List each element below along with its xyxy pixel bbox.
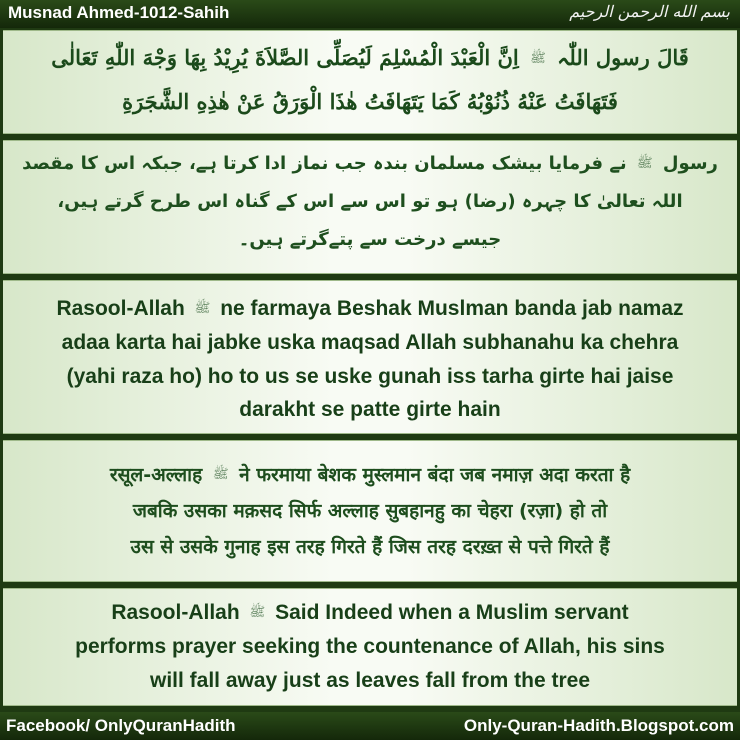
roman-phrase-intro: Rasool-Allah <box>56 297 185 320</box>
roman-line-3: (yahi raza ho) ho to us se uske gunah iss tarha girte hai jaise <box>66 365 674 388</box>
footer-bar <box>0 712 740 740</box>
urdu-text-panel <box>3 140 737 274</box>
blog-link[interactable]: Only-Quran-Hadith.Blogspot.com <box>463 716 734 735</box>
english-phrase-intro: Rasool-Allah <box>111 601 240 624</box>
urdu-line-1 <box>3 153 737 174</box>
salutation-icon: ﷺ <box>212 467 229 482</box>
facebook-link[interactable]: Facebook/ OnlyQuranHadith <box>6 716 236 735</box>
english-phrase-main: Said Indeed when a Muslim servant <box>275 601 629 624</box>
hindi-phrase-intro: रसूल-अल्लाह <box>109 464 203 486</box>
hindi-phrase-main: ने फरमाया बेशक मुस्लमान बंदा जब नमाज़ अदा करता है <box>239 464 631 486</box>
arabic-line-2: فَتَهَافَتُ عَنْهُ ذُنُوْبُهُ كَمَا يَتَهَافَتُ هٰذَا الْوَرَقُ عَنْ هٰذِهِ الشَّجَرَةِ <box>122 89 618 114</box>
arabic-phrase-main: اِنَّ الْعَبْدَ الْمُسْلِمَ لَيُصَلِّى الصَّلاَةَ يُرِيْدُ بِهَا وَجْهَ اللّٰهِ تَعَالٰى <box>51 45 519 70</box>
hindi-line-1 <box>3 461 737 487</box>
english-line-3: will fall away just as leaves fall from the tree <box>149 669 590 692</box>
english-text-panel <box>3 588 737 706</box>
english-line-1 <box>3 601 737 625</box>
english-line-2: performs prayer seeking the countenance of Allah, his sins <box>75 635 665 658</box>
arabic-line-1 <box>3 45 737 70</box>
roman-urdu-text-panel <box>3 280 737 434</box>
urdu-line-2: اللہ تعالیٰ کا چہرہ (رضا) ہو تو اس سے اس کے گناہ اس طرح گرتے ہیں، <box>57 191 683 212</box>
salutation-icon: ﷺ <box>530 51 546 66</box>
roman-line-1 <box>3 297 737 321</box>
urdu-phrase-intro: رسول <box>662 153 718 174</box>
arabic-text-panel <box>3 30 737 134</box>
salutation-icon: ﷺ <box>194 300 211 316</box>
page-title: Musnad Ahmed-1012-Sahih <box>8 3 230 22</box>
bismillah-calligraphy: بسم الله الرحمن الرحيم <box>569 2 730 21</box>
salutation-icon: ﷺ <box>636 155 653 171</box>
hindi-line-3: उस से उसके गुनाह इस तरह गिरते हैं जिस तरह दरख़्त से पत्ते गिरते हैं <box>130 536 610 558</box>
salutation-icon: ﷺ <box>249 604 266 620</box>
urdu-phrase-main: نے فرمایا بیشک مسلمان بندہ جب نماز ادا کرتا ہے، جبکہ اس کا مقصد <box>22 153 627 174</box>
roman-phrase-main: ne farmaya Beshak Muslman banda jab namaz <box>220 297 684 320</box>
roman-line-2: adaa karta hai jabke uska maqsad Allah subhanahu ka chehra <box>61 331 679 354</box>
roman-line-4: darakht se patte girte hain <box>239 398 501 421</box>
header-bar <box>0 0 740 28</box>
hindi-line-2: जबकि उसका मक़सद सिर्फ अल्लाह सुबहानहु का चेहरा (रज़ा) हो तो <box>132 500 608 522</box>
hindi-text-panel <box>3 440 737 582</box>
urdu-line-3: جیسے درخت سے پتےگرتے ہیں۔ <box>238 229 502 250</box>
arabic-phrase-intro: قَالَ رسول اللّٰہ <box>557 45 689 70</box>
